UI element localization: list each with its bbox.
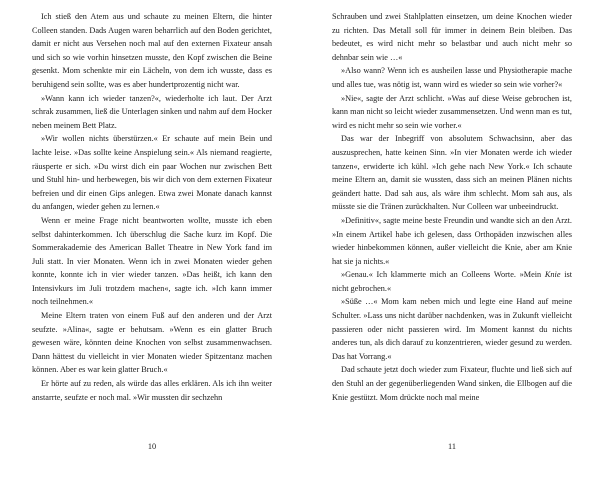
left-page-text — [32, 10, 272, 404]
right-page — [332, 10, 572, 470]
right-page-text — [332, 10, 572, 404]
page-number: 11 — [448, 442, 456, 451]
emphasized-word: Knie — [544, 270, 561, 280]
paragraph: »Nie«, sagte der Arzt schlicht. »Was auf diese Weise gebrochen ist, kann man nicht so leicht wieder zusammensetzen. Und wenn man es tut, wird es nicht mehr so sein wie vorher.« — [332, 93, 572, 130]
left-page — [32, 10, 272, 470]
page-number: 10 — [147, 442, 157, 451]
paragraph-text: ist nicht gebrochen.« — [332, 270, 573, 293]
paragraph: Dad schaute jetzt doch wieder zum Fixateur, fluchte und ließ sich auf den Stuhl an der gegenüberliegenden Wand sinken, die Ellbogen auf die Knie gestützt. Mom drückte noch mal meine — [332, 365, 572, 402]
paragraph: Das war der Inbegriff von absolutem Schwachsinn, aber das auszusprechen, hatte keinen Sinn. »In vier Monaten werde ich wieder tanzen«, erwiderte ich kühl. »Ich gehe nach New York.« Ich schaute meine Eltern an, damit sie wussten, dass sich an meinen Plänen nichts geändert hatte. Dad sah aus, als wäre ihm schlecht. Mom sah aus, als müsste sie die Tränen zurückhalten. Nur Colleen war unbeeindruckt. — [332, 134, 572, 212]
paragraph-text: »Genau.« Ich klammerte mich an Colleens Worte. »Mein — [341, 270, 545, 280]
paragraph: Wenn er meine Frage nicht beantworten wollte, musste ich eben selbst dahinterkommen. Ich überschlug die Sache kurz im Kopf. Die Sommerakademie des American Ballet Theatre in New York fand im Juli statt. In vier Monaten. Wenn ich in zwei Monaten wieder gehen konnte, konnte ich in vier wieder tanzen. »Das heißt, ich kann den Intensivkurs im Juli trotzdem machen«, sagte ich. »Ich kann immer noch teilnehmen.« — [32, 215, 272, 307]
paragraph: »Wann kann ich wieder tanzen?«, wiederholte ich laut. Der Arzt schrak zusammen, ließ die Unterlagen sinken und nahm auf dem Hocker neben meinem Bett Platz. — [32, 93, 272, 130]
paragraph — [332, 268, 572, 295]
paragraph: »Also wann? Wenn ich es ausheilen lasse und Physiotherapie mache und alles tue, was nötig ist, wann wird es wieder so sein wie vorher?« — [332, 66, 572, 89]
paragraph: »Süße …« Mom kam neben mich und legte eine Hand auf meine Schulter. »Lass uns nicht darüber nachdenken, was in Zukunft vielleicht passieren oder nicht passieren wird. Im Moment kannst du nichts anderes tun, als dich darauf zu konzentrieren, wieder gesund zu werden. Das hat Vorrang.« — [332, 297, 572, 361]
paragraph: »Wir wollen nichts überstürzen.« Er schaute auf mein Bein und lachte leise. »Das sollte keine Anspielung sein.« Als niemand reagierte, räusperte er sich. »Du wirst dich ein paar Wochen nur zwischen Bett und Stuhl hin- und herbewegen, bis wir dich von dem externen Fixateur befreien und dir einen Gips anlegen. Etwa zwei Monate danach kannst du anfangen, wieder gehen zu lernen.« — [32, 134, 272, 212]
paragraph-continuation: Schrauben und zwei Stahlplatten einsetzen, um deine Knochen wieder zu richten. Das Metall soll für immer in deinem Bein bleiben. Das bedeutet, es wird nicht mehr so belastbar und auch nicht mehr so dehnbar sein wie …« — [332, 12, 572, 62]
paragraph: Er hörte auf zu reden, als würde das alles erklären. Als ich ihn weiter anstarrte, seufzte er noch mal. »Wir mussten dir sechzehn — [32, 379, 272, 402]
paragraph: Ich stieß den Atem aus und schaute zu meinen Eltern, die hinter Colleen standen. Dads Augen waren beharrlich auf den Boden gerichtet, damit er nicht aus Versehen noch mal auf den externen Fixateur ansah und sich so wie vorhin hinsetzen musste, den Kopf zwischen die Beine gesenkt. Mom schenkte mir ein Lächeln, von dem ich wusste, dass es beruhigend sein sollte, was es aber hundertprozentig nicht war. — [32, 12, 272, 89]
paragraph: Meine Eltern traten von einem Fuß auf den anderen und der Arzt seufzte. »Alina«, sagte er behutsam. »Wenn es ein glatter Bruch gewesen wäre, könnten deine Knochen von selbst zusammenwachsen. Dann hättest du vielleicht in vier Monaten wieder Spitzentanz machen können. Aber es war kein glatter Bruch.« — [32, 311, 272, 375]
paragraph: »Definitiv«, sagte meine beste Freundin und wandte sich an den Arzt. »In einem Artikel habe ich gelesen, dass Orthopäden inzwischen alles wieder hinbekommen können, außer vielleicht die Knie, aber am Knie hat sie ja nichts.« — [332, 215, 572, 266]
